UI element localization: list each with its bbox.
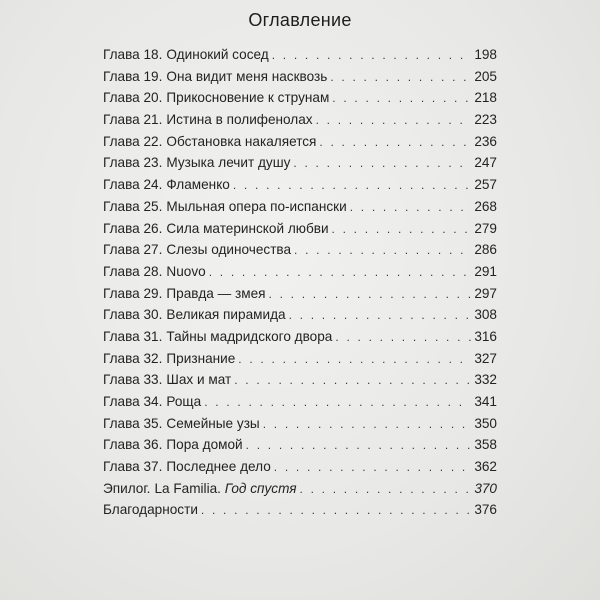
dot-leader (335, 327, 471, 349)
page-number: 205 (474, 68, 497, 84)
dot-leader (289, 305, 472, 327)
dot-leader (274, 457, 472, 479)
dot-leader (294, 240, 471, 262)
chapter-title: Правда — змея (166, 285, 266, 301)
toc-entry (103, 239, 497, 261)
page-number: 268 (474, 198, 497, 214)
page-number: 308 (474, 307, 497, 323)
page-number: 316 (474, 328, 497, 344)
chapter-title: Пора домой (166, 437, 243, 453)
table-of-contents (103, 44, 497, 521)
chapter-number: Глава 19. (103, 68, 163, 84)
chapter-title: Сила материнской любви (166, 220, 329, 236)
chapter-number: Глава 30. (103, 307, 163, 323)
page-number: 247 (474, 155, 497, 171)
toc-entry (103, 348, 497, 370)
dot-leader (272, 45, 472, 67)
chapter-title: Признание (166, 350, 236, 366)
chapter-number: Глава 18. (103, 47, 163, 62)
chapter-number: Глава 26. (103, 220, 163, 236)
page-number: 341 (474, 394, 497, 409)
page-number: 286 (474, 242, 497, 258)
dot-leader (316, 110, 472, 132)
chapter-number: Глава 34. (103, 394, 163, 409)
page-title: Оглавление (248, 10, 352, 30)
dot-leader (332, 88, 471, 110)
dot-leader (209, 262, 472, 284)
toc-entry (103, 391, 497, 413)
chapter-number: Глава 20. (103, 90, 163, 106)
page-number: 370 (474, 480, 497, 496)
chapter-title: Шах и мат (166, 372, 232, 388)
page-number: 198 (474, 47, 497, 62)
toc-entry (103, 283, 497, 305)
chapter-number: Глава 35. (103, 415, 163, 431)
page-number: 257 (474, 177, 497, 193)
page-number: 223 (474, 112, 497, 128)
toc-entry (103, 261, 497, 283)
page-number: 236 (474, 133, 497, 149)
chapter-title: Музыка лечит душу (166, 155, 291, 171)
page-number: 362 (474, 459, 497, 475)
toc-entry-epilogue (103, 478, 497, 500)
chapter-number: Глава 27. (103, 242, 163, 258)
toc-entry (103, 174, 497, 196)
page-number: 218 (474, 90, 497, 106)
chapter-number: Глава 25. (103, 198, 163, 214)
toc-entry (103, 87, 497, 109)
page-number: 376 (474, 502, 497, 518)
dot-leader (246, 435, 472, 457)
dot-leader (269, 284, 472, 306)
chapter-number: Глава 33. (103, 372, 163, 388)
epilogue-title (154, 478, 296, 500)
chapter-number: Глава 31. (103, 328, 163, 344)
epilogue-title-text: La Familia. (154, 480, 221, 496)
dot-leader (319, 132, 471, 154)
toc-entry-acknowledgements (103, 499, 497, 521)
dot-leader (332, 219, 472, 241)
dot-leader (234, 370, 471, 392)
epilogue-label: Эпилог. (103, 480, 151, 496)
acknowledgements-title: Благодарности (103, 502, 198, 518)
chapter-title: Великая пирамида (166, 307, 286, 323)
chapter-number: Глава 22. (103, 133, 163, 149)
chapter-title: Последнее дело (166, 459, 271, 475)
chapter-title: Обстановка накаляется (166, 133, 317, 149)
chapter-title: Мыльная опера по-испански (166, 198, 347, 214)
chapter-title: Тайны мадридского двора (166, 328, 333, 344)
chapter-title: Она видит меня насквозь (166, 68, 328, 84)
toc-entry (103, 152, 497, 174)
epilogue-subtitle: Год спустя (224, 480, 297, 496)
page-number: 327 (474, 350, 497, 366)
toc-entry (103, 218, 497, 240)
toc-entry (103, 413, 497, 435)
page-number: 297 (474, 285, 497, 301)
page-number: 358 (474, 437, 497, 453)
chapter-number: Глава 37. (103, 459, 163, 475)
dot-leader (293, 153, 471, 175)
chapter-number: Глава 21. (103, 112, 163, 128)
toc-entry (103, 456, 497, 478)
chapter-number: Глава 29. (103, 285, 163, 301)
toc-entry (103, 109, 497, 131)
chapter-number: Глава 28. (103, 263, 163, 279)
toc-entry (103, 131, 497, 153)
dot-leader (300, 479, 472, 501)
dot-leader (201, 500, 471, 522)
dot-leader (233, 175, 471, 197)
page-number: 350 (474, 415, 497, 431)
toc-entry (103, 44, 497, 66)
chapter-title: Роща (166, 394, 202, 409)
dot-leader (263, 414, 472, 436)
chapter-title: Фламенко (166, 177, 230, 193)
chapter-title: Слезы одиночества (166, 242, 292, 258)
toc-entry (103, 326, 497, 348)
toc-entry (103, 304, 497, 326)
dot-leader (350, 197, 472, 219)
chapter-number: Глава 24. (103, 177, 163, 193)
page-number: 279 (474, 220, 497, 236)
dot-leader (204, 392, 471, 414)
chapter-title: Истина в полифенолах (166, 112, 313, 128)
dot-leader (238, 349, 471, 371)
toc-entry (103, 369, 497, 391)
chapter-number: Глава 32. (103, 350, 163, 366)
page-number: 291 (474, 263, 497, 279)
chapter-number: Глава 23. (103, 155, 163, 171)
chapter-title: Прикосновение к струнам (166, 90, 330, 106)
dot-leader (330, 67, 471, 89)
toc-entry (103, 434, 497, 456)
page-number: 332 (474, 372, 497, 388)
chapter-title: Одинокий сосед (166, 47, 269, 62)
toc-entry (103, 66, 497, 88)
chapter-number: Глава 36. (103, 437, 163, 453)
toc-entry (103, 196, 497, 218)
chapter-title: Семейные узы (166, 415, 260, 431)
chapter-title: Nuovo (166, 263, 206, 279)
